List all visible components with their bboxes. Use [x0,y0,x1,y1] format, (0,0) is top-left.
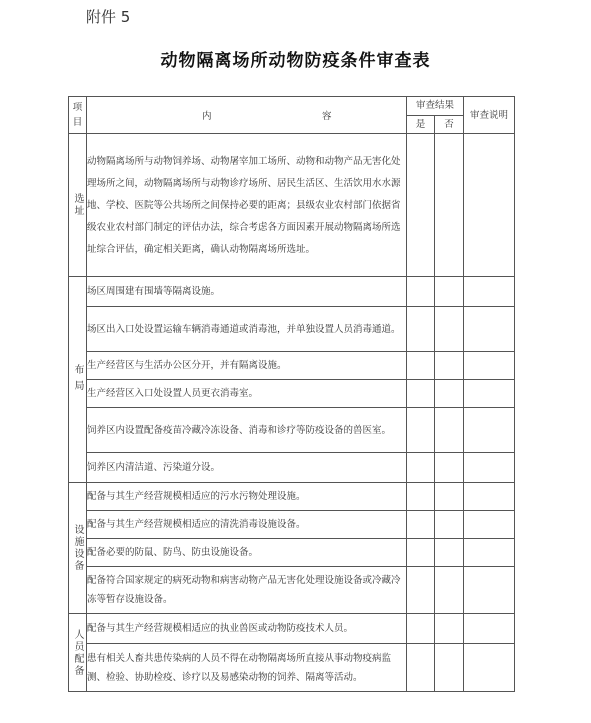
attachment-label: 附件 5 [86,8,131,26]
remark-cell[interactable] [464,408,515,453]
row-content: 场区出入口处设置运输车辆消毒通道或消毒池，并单独设置人员消毒通道。 [87,307,407,352]
remark-cell[interactable] [464,567,515,614]
result-yes-cell[interactable] [407,614,435,644]
category-label: 选址 [72,193,83,217]
result-no-cell[interactable] [435,408,464,453]
result-yes-cell[interactable] [407,307,435,352]
category-label: 人员配备 [72,628,83,677]
result-no-cell[interactable] [435,644,464,692]
category-site [69,134,87,277]
header-yes: 是 [407,115,435,134]
category-layout [69,277,87,483]
result-no-cell[interactable] [435,277,464,307]
category-staffing [69,614,87,692]
row-content: 患有相关人畜共患传染病的人员不得在动物隔离场所直接从事动物疫病监测、检验、协助检疫、诊疗以及易感染动物的饲养、隔离等活动。 [87,644,407,692]
category-label: 设施设备 [72,524,83,572]
row-content: 配备与其生产经营规模相适应的执业兽医或动物防疫技术人员。 [87,614,407,644]
result-no-cell[interactable] [435,380,464,408]
result-no-cell[interactable] [435,134,464,277]
remark-cell[interactable] [464,307,515,352]
result-no-cell[interactable] [435,307,464,352]
remark-cell[interactable] [464,614,515,644]
row-content: 配备与其生产经营规模相适应的污水污物处理设施。 [87,483,407,511]
header-item [69,97,87,134]
result-no-cell[interactable] [435,539,464,567]
header-no: 否 [435,115,464,134]
header-content [87,97,407,134]
remark-cell[interactable] [464,134,515,277]
result-yes-cell[interactable] [407,277,435,307]
result-yes-cell[interactable] [407,453,435,483]
category-label: 布局 [72,363,83,396]
result-yes-cell[interactable] [407,483,435,511]
document-title: 动物隔离场所动物防疫条件审查表 [160,51,431,71]
header-content-right: 容 [322,111,332,122]
header-content-left: 内 [202,111,212,122]
remark-cell[interactable] [464,483,515,511]
result-no-cell[interactable] [435,511,464,539]
result-no-cell[interactable] [435,614,464,644]
result-yes-cell[interactable] [407,134,435,277]
result-no-cell[interactable] [435,453,464,483]
category-facilities [69,483,87,614]
remark-cell[interactable] [464,511,515,539]
result-yes-cell[interactable] [407,644,435,692]
header-item-label: 项目 [72,102,83,128]
remark-cell[interactable] [464,644,515,692]
row-content: 饲养区内清洁道、污染道分设。 [87,453,407,483]
header-remark: 审查说明 [464,97,515,134]
remark-cell[interactable] [464,277,515,307]
review-table [68,96,515,692]
result-yes-cell[interactable] [407,408,435,453]
result-yes-cell[interactable] [407,511,435,539]
remark-cell[interactable] [464,453,515,483]
header-result: 审查结果 [407,97,464,116]
row-content: 配备必要的防鼠、防鸟、防虫设施设备。 [87,539,407,567]
result-yes-cell[interactable] [407,352,435,380]
result-no-cell[interactable] [435,567,464,614]
result-no-cell[interactable] [435,352,464,380]
remark-cell[interactable] [464,352,515,380]
result-yes-cell[interactable] [407,567,435,614]
row-content: 生产经营区与生活办公区分开，并有隔离设施。 [87,352,407,380]
remark-cell[interactable] [464,380,515,408]
row-content: 生产经营区入口处设置人员更衣消毒室。 [87,380,407,408]
remark-cell[interactable] [464,539,515,567]
row-content: 动物隔离场所与动物饲养场、动物屠宰加工场所、动物和动物产品无害化处理场所之间，动物隔离场所与动物诊疗场所、居民生活区、生活饮用水水源地、学校、医院等公共场所之间保持必要的距离；县级农业农村部门依据省级农业农村部门制定的评估办法，综合考虑各方面因素开展动物隔离场所选址综合评估，确定相关距离，确认动物隔离场所选址。 [87,134,407,277]
result-yes-cell[interactable] [407,380,435,408]
result-yes-cell[interactable] [407,539,435,567]
row-content: 配备符合国家规定的病死动物和病害动物产品无害化处理设施设备或冷藏冷冻等暂存设施设备。 [87,567,407,614]
row-content: 场区周围建有围墙等隔离设施。 [87,277,407,307]
row-content: 配备与其生产经营规模相适应的清洗消毒设施设备。 [87,511,407,539]
result-no-cell[interactable] [435,483,464,511]
row-content: 饲养区内设置配备疫苗冷藏冷冻设备、消毒和诊疗等防疫设备的兽医室。 [87,408,407,453]
